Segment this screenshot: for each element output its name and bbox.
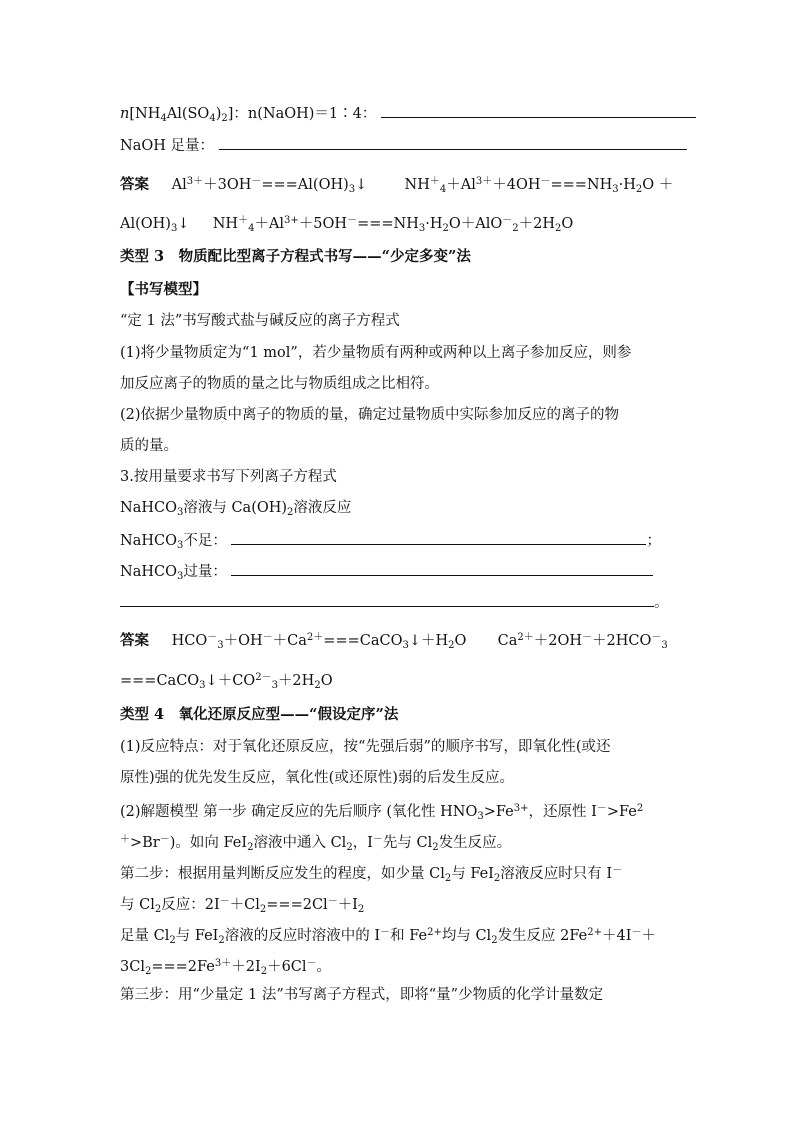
rule-1-line-2: 加反应离子的物质的量之比与物质组成之比相符。 xyxy=(120,376,439,392)
step-2-line-4: $3Cl_2===2Fe^{3+}+2I_2+6Cl^-$。 xyxy=(120,958,332,977)
nahco3-insufficient-line: NaHCO$_3$不足： ； xyxy=(120,530,661,556)
rule-2-line-1: (2)依据少量物质中离子的物质的量，确定过量物质中实际参加反应的离子的物 xyxy=(120,407,620,423)
continuation-blank-line: 。 xyxy=(120,592,669,613)
type-4-point-1-line-1: (1)反应特点：对于氧化还原反应，按“先强后弱”的顺序书写，即氧化性(或还 xyxy=(120,739,611,755)
rule-2-line-2: 质的量。 xyxy=(120,438,178,454)
type-4-point-2-line-2: ＋>Br－)。如向 FeI$_2$溶液中通入 $Cl_2$，I－先与 $Cl_2$发生反应。 xyxy=(120,834,512,853)
answer-blank[interactable] xyxy=(219,135,687,150)
question-3-subtitle: NaHCO$_3$溶液与 $Ca(OH)_2$溶液反应 xyxy=(120,500,352,518)
answer-2-line-1: 答案 $HCO^-_3+OH^-+Ca^{2+}===CaCO_3↓+H_2O$ $Ca^{2+}+2OH^-+2HCO^-_3$ xyxy=(120,632,668,651)
type-4-point-2-line-1: (2)解题模型 第一步 确定反应的先后顺序 (氧化性 $HNO_3>Fe^{3+}$，还原性 $I^->Fe^2$ xyxy=(120,803,644,822)
question-3-title: 3.按用量要求书写下列离子方程式 xyxy=(120,469,337,485)
type-4-heading: 类型 4 氧化还原反应型——“假设定序”法 xyxy=(120,706,399,723)
model-heading: 【书写模型】 xyxy=(120,281,207,298)
step-2-line-3: 足量 $Cl_2$与 FeI$_2$溶液的反应时溶液中的 I－和 $Fe^{2+}$均与 $Cl_2$发生反应 $2Fe^{2+}+4I^-+$ xyxy=(120,927,656,946)
answer-blank[interactable] xyxy=(231,530,646,545)
step-3-line: 第三步：用“少量定 1 法”书写离子方程式，即将“量”少物质的化学计量数定 xyxy=(120,987,604,1003)
naoh-excess-line: NaOH 足量： xyxy=(120,135,687,156)
nahco3-excess-line: NaHCO$_3$过量： xyxy=(120,561,653,587)
answer-1-line-1: 答案 $Al^{3+}+3OH^-===Al(OH)_3↓$ $NH^+_4+Al^{3+}+4OH^-===NH_3\cdot H_2O$ ＋ xyxy=(120,176,674,195)
answer-blank[interactable] xyxy=(381,103,696,118)
step-2-line-2: 与 $Cl_2$反应：$2I^-+Cl_2===2Cl^-+I_2$ xyxy=(120,896,365,915)
answer-2-line-2: $===CaCO_3↓+CO^{2-}_3+2H_2O$ xyxy=(120,672,333,691)
step-2-line-1: 第二步：根据用量判断反应发生的程度，如少量 $Cl_2$与 FeI$_2$溶液反应时只有 I－ xyxy=(120,865,623,884)
answer-blank[interactable] xyxy=(231,561,653,576)
answer-blank[interactable] xyxy=(120,592,654,607)
answer-label: 答案 xyxy=(120,632,149,649)
type-3-heading: 类型 3 物质配比型离子方程式书写——“少定多变”法 xyxy=(120,248,471,265)
answer-1-line-2: $Al(OH)_3↓$ $NH^+_4+Al^{3+}+5OH^-===NH_3\cdot H_2O+AlO^-_2+2H_2O$ xyxy=(120,215,574,234)
type-4-point-1-line-2: 原性)强的优先发生反应，氧化性(或还原性)弱的后发生反应。 xyxy=(120,770,514,786)
rule-title: “定 1 法”书写酸式盐与碱反应的离子方程式 xyxy=(120,313,400,329)
answer-label: 答案 xyxy=(120,176,149,193)
rule-1-line-1: (1)将少量物质定为“1 mol”，若少量物质有两种或两种以上离子参加反应，则参 xyxy=(120,345,632,361)
ratio-question-line: $n[NH_4Al(SO_4)_2]$：n(NaOH)＝1∶4： xyxy=(120,103,696,129)
